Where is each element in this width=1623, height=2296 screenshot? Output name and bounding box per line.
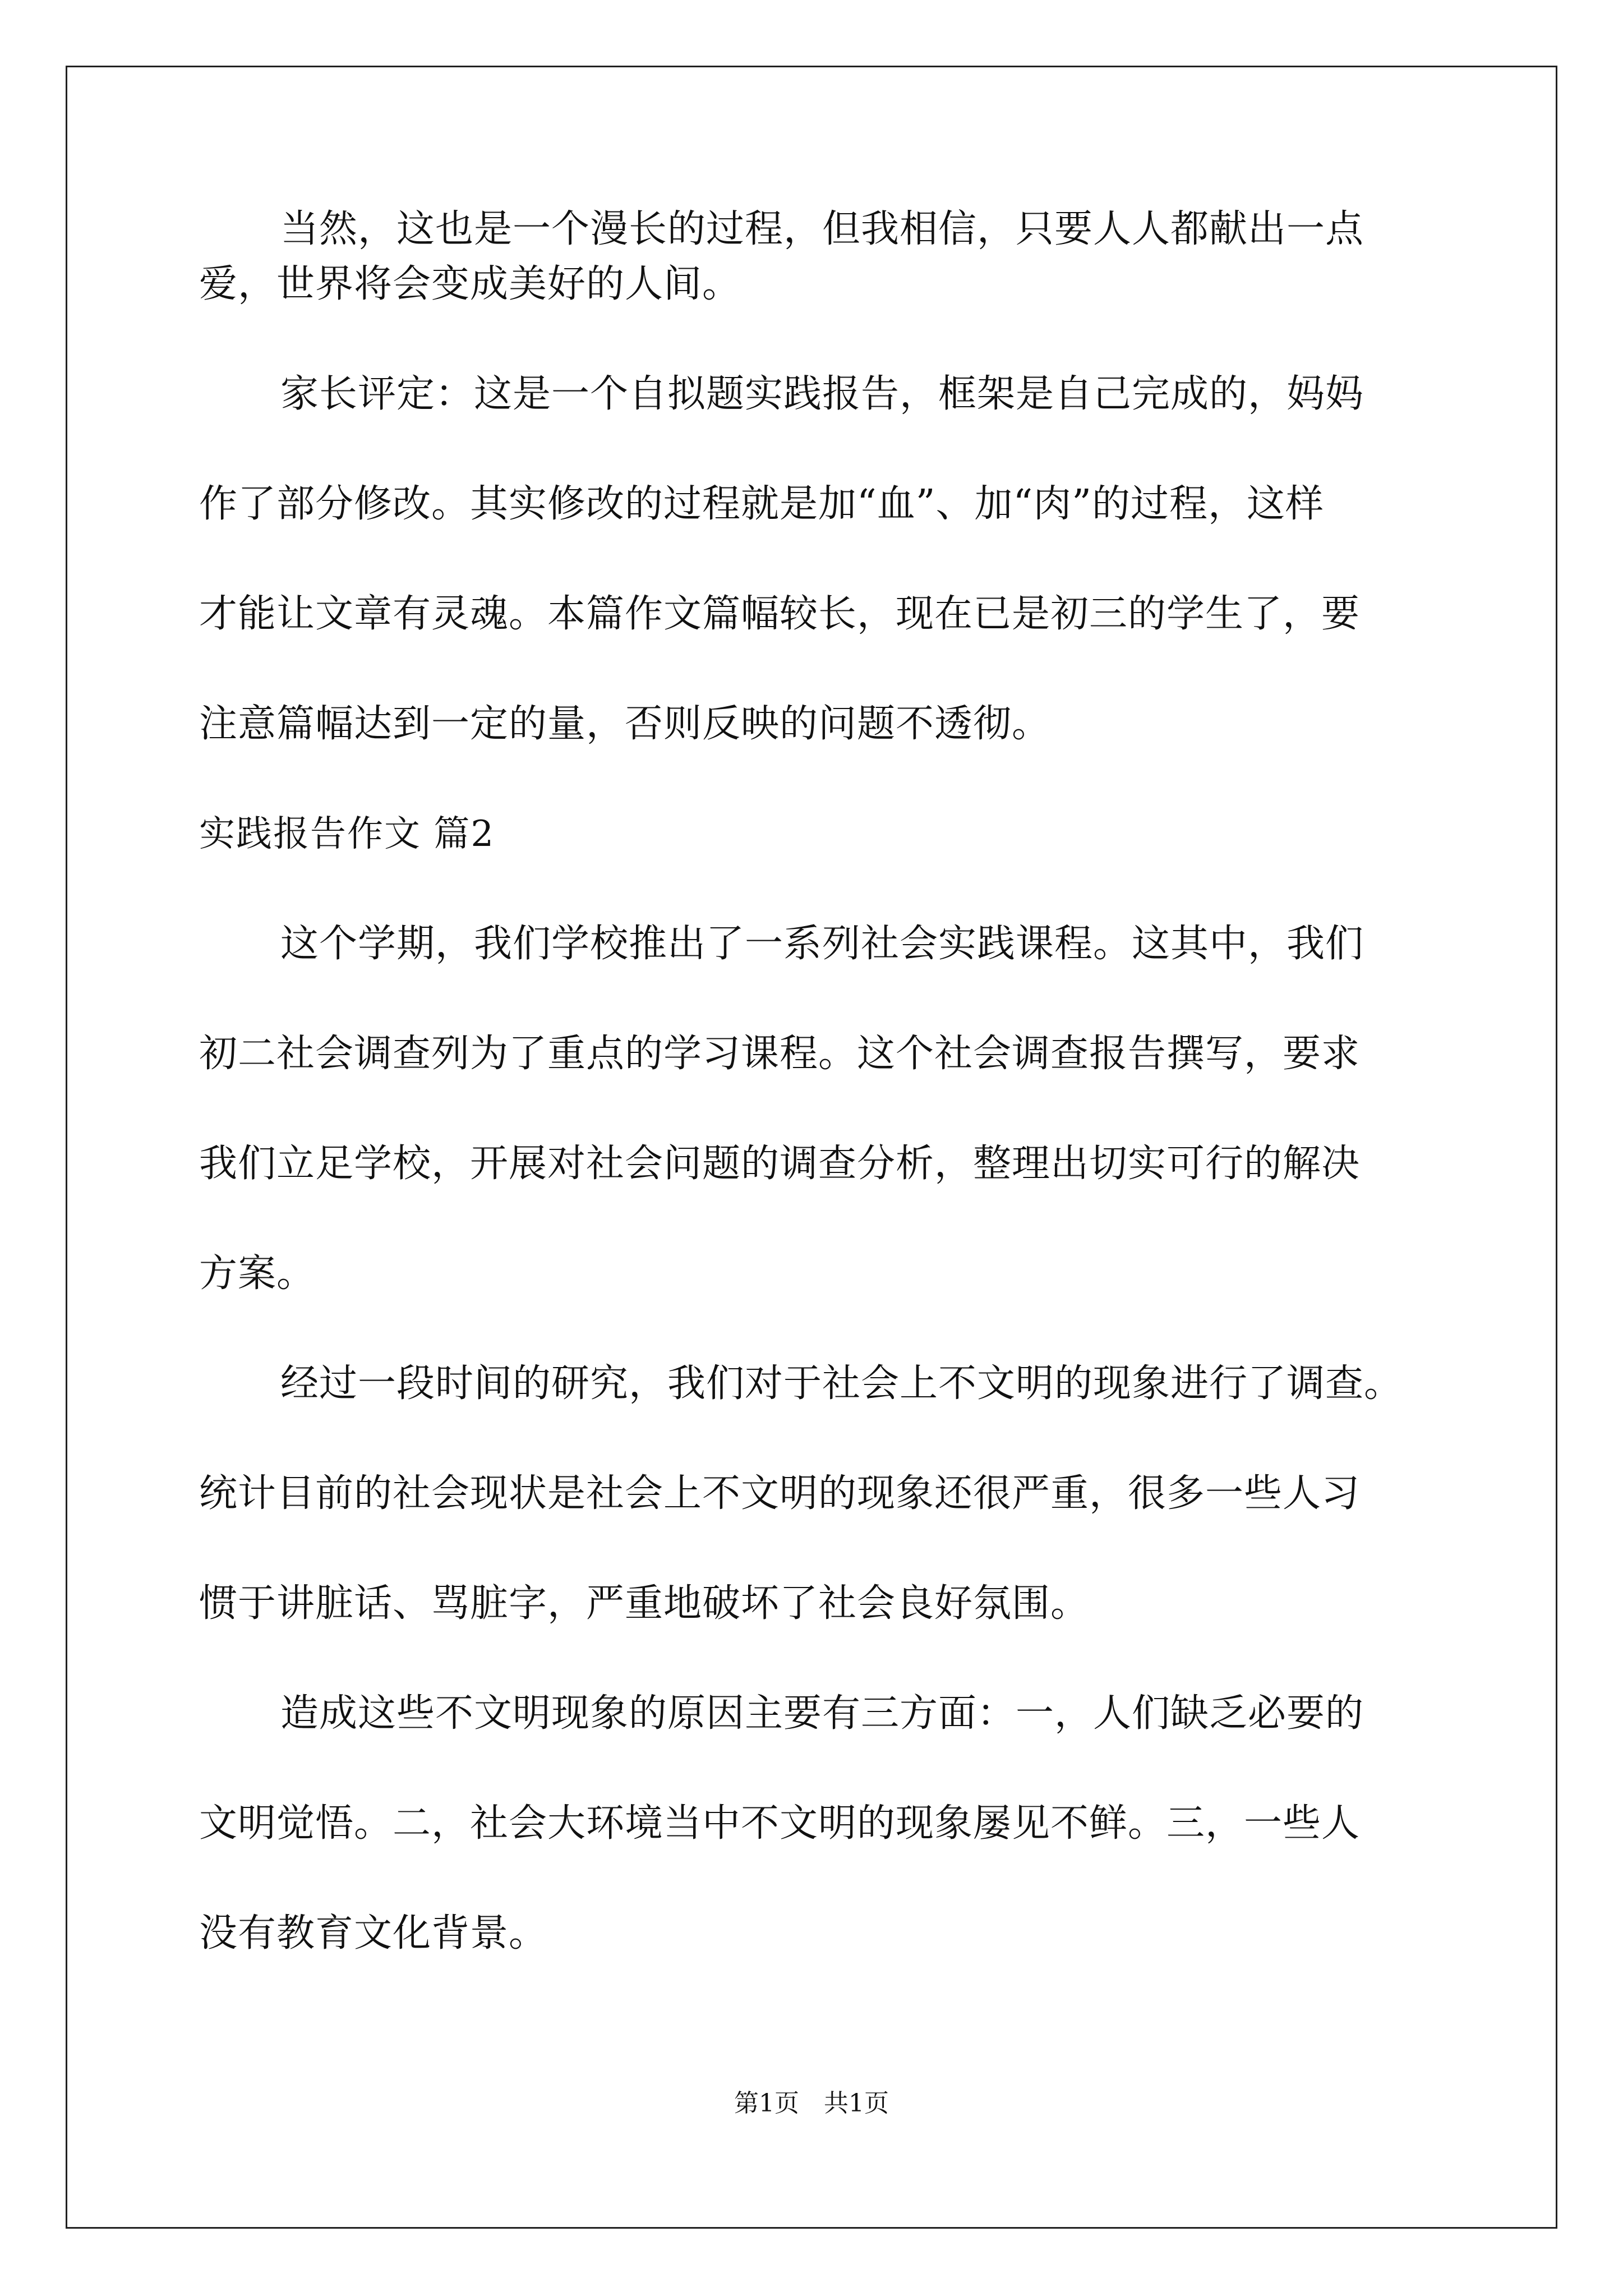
text-line: 这个学期，我们学校推出了一系列社会实践课程。这其中，我们 [280, 922, 1364, 966]
text-line: 家长评定：这是一个自拟题实践报告，框架是自己完成的，妈妈 [280, 372, 1364, 416]
text-line: 经过一段时间的研究，我们对于社会上不文明的现象进行了调查。 [280, 1361, 1403, 1406]
page-footer: 第1页 共1页 [734, 2089, 889, 2118]
text-line: 造成这些不文明现象的原因主要有三方面：一，人们缺乏必要的 [280, 1691, 1364, 1736]
text-line: 注意篇幅达到一定的量，否则反映的问题不透彻。 [199, 702, 1051, 746]
text-line: 当然，这也是一个漫长的过程，但我相信，只要人人都献出一点 [280, 207, 1364, 251]
text-line: 作了部分修改。其实修改的过程就是加“血”、加“肉”的过程，这样 [199, 482, 1325, 526]
text-line: 才能让文章有灵魂。本篇作文篇幅较长，现在已是初三的学生了，要 [199, 592, 1361, 636]
text-line: 惯于讲脏话、骂脏字，严重地破坏了社会良好氛围。 [199, 1581, 1090, 1626]
text-line: 没有教育文化背景。 [199, 1911, 548, 1955]
text-line: 方案。 [199, 1251, 316, 1296]
text-line: 统计目前的社会现状是社会上不文明的现象还很严重，很多一些人习 [199, 1471, 1361, 1516]
section-heading: 实践报告作文 篇2 [199, 813, 495, 855]
text-line: 初二社会调查列为了重点的学习课程。这个社会调查报告撰写，要求 [199, 1032, 1361, 1076]
document-body [199, 202, 1433, 1961]
text-line: 爱，世界将会变成美好的人间。 [199, 262, 741, 306]
text-line: 文明觉悟。二，社会大环境当中不文明的现象屡见不鲜。三，一些人 [199, 1801, 1361, 1846]
text-line: 我们立足学校，开展对社会问题的调查分析，整理出切实可行的解决 [199, 1142, 1361, 1186]
